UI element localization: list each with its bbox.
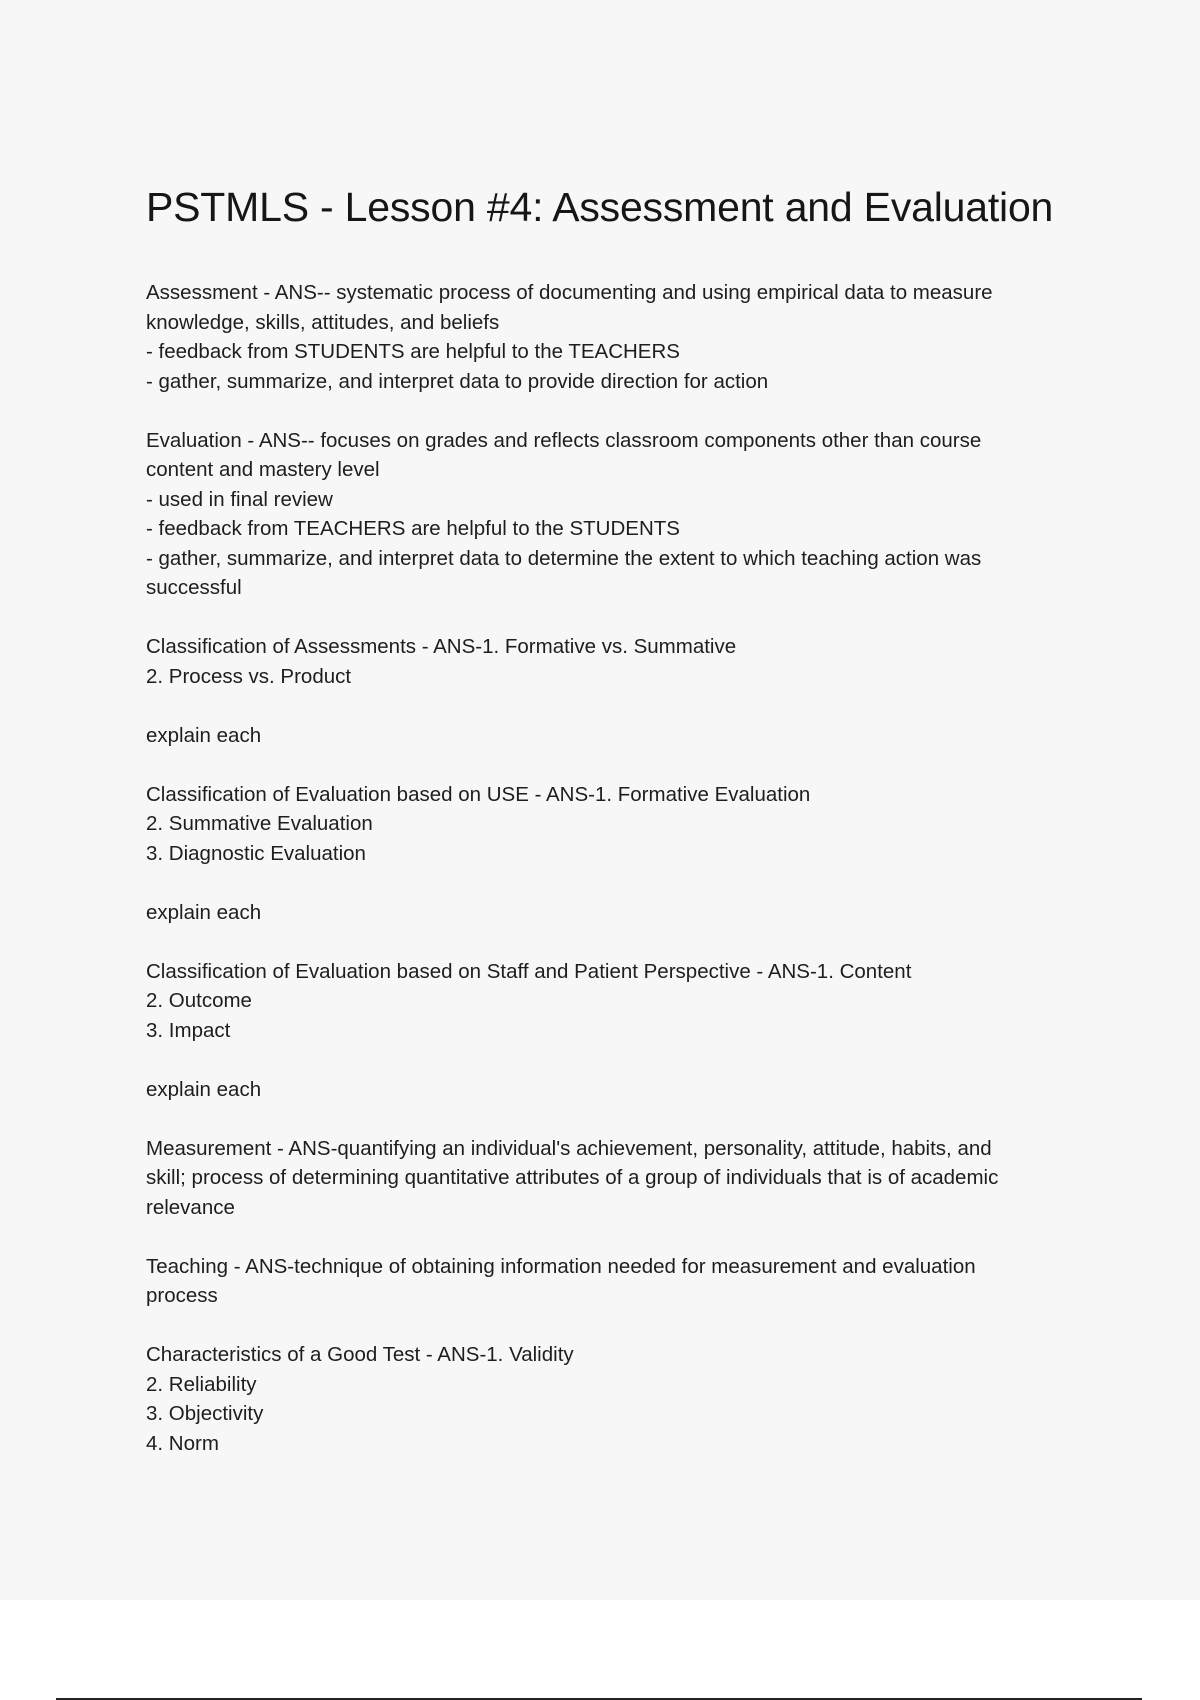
entry-line: Characteristics of a Good Test - ANS-1. Validity [146, 1343, 574, 1366]
qa-entry [146, 721, 1086, 751]
entry-line: 3. Diagnostic Evaluation [146, 841, 366, 865]
entry-line: - feedback from STUDENTS are helpful to the TEACHERS [146, 340, 680, 363]
qa-entry [146, 898, 1086, 928]
paragraph-gap [146, 1222, 1086, 1252]
paragraph-gap [146, 1311, 1086, 1341]
entry-line: 2. Summative Evaluation [146, 812, 373, 835]
entry-line: Measurement - ANS-quantifying an individual's achievement, personality, attitude, habits, and [146, 1136, 992, 1160]
paragraph-gap [146, 927, 1086, 957]
entry-line: 2. Process vs. Product [146, 664, 352, 688]
entry-line: Classification of Evaluation based on USE - ANS-1. Formative Evaluation [146, 782, 811, 806]
entry-line: - feedback from TEACHERS are helpful to the STUDENTS [146, 517, 680, 540]
qa-entry [146, 278, 1086, 396]
document-title: PSTMLS - Lesson #4: Assessment and Evaluation [146, 184, 1054, 230]
entry-line: process [146, 1284, 218, 1307]
entry-line: knowledge, skills, attitudes, and beliefs [146, 310, 500, 334]
qa-entry [146, 1252, 1086, 1311]
entry-line: - gather, summarize, and interpret data to provide direction for action [146, 369, 769, 393]
entry-line: explain each [146, 1077, 262, 1101]
entry-line: content and mastery level [146, 458, 380, 481]
entry-line: Evaluation - ANS-- focuses on grades and reflects classroom components other than course [146, 428, 982, 452]
qa-entry [146, 1134, 1086, 1223]
entry-line: 4. Norm [146, 1431, 219, 1455]
paragraph-gap [146, 868, 1086, 898]
qa-entry [146, 1075, 1086, 1105]
paragraph-gap [146, 1104, 1086, 1134]
entry-line: 3. Impact [146, 1018, 231, 1042]
entry-line: 2. Outcome [146, 989, 252, 1012]
entry-line: 2. Reliability [146, 1372, 257, 1396]
entry-line: Classification of Evaluation based on Staff and Patient Perspective - ANS-1. Content [146, 959, 912, 983]
entry-line: explain each [146, 723, 262, 747]
qa-entry [146, 632, 1086, 691]
paragraph-gap [146, 603, 1086, 633]
paragraph-gap [146, 750, 1086, 780]
qa-entry [146, 1340, 1086, 1458]
document-body [146, 278, 1086, 1458]
entry-line: skill; process of determining quantitative attributes of a group of individuals that is of academic [146, 1166, 999, 1189]
paragraph-gap [146, 396, 1086, 426]
entry-line: explain each [146, 900, 262, 924]
qa-entry [146, 426, 1086, 603]
entry-line: Classification of Assessments - ANS-1. Formative vs. Summative [146, 635, 737, 658]
paragraph-gap [146, 1045, 1086, 1075]
entry-line: Assessment - ANS-- systematic process of documenting and using empirical data to measure [146, 281, 993, 304]
entry-line: 3. Objectivity [146, 1402, 264, 1425]
qa-entry [146, 780, 1086, 869]
entry-line: relevance [146, 1195, 235, 1219]
entry-line: - used in final review [146, 487, 333, 511]
entry-line: - gather, summarize, and interpret data to determine the extent to which teaching action was [146, 546, 982, 570]
entry-line: successful [146, 576, 242, 599]
entry-line: Teaching - ANS-technique of obtaining information needed for measurement and evaluation [146, 1254, 976, 1278]
qa-entry [146, 957, 1086, 1046]
paragraph-gap [146, 691, 1086, 721]
